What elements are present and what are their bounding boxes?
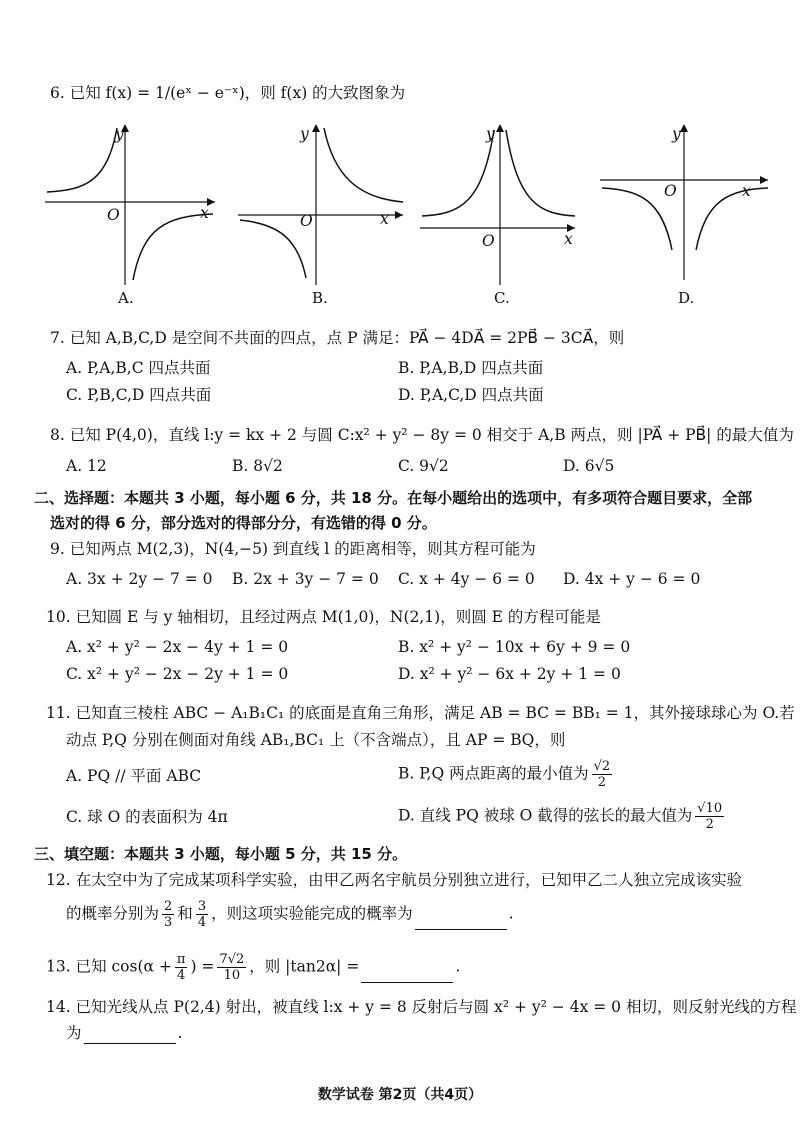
q13-text-mid: ) =	[190, 957, 215, 976]
fraction-num: 7√2	[219, 952, 245, 967]
section-3-heading: 三、填空题：本题共 3 小题，每小题 5 分，共 15 分。	[34, 845, 408, 863]
q7-option-b: B. P,A,B,D 四点共面	[398, 359, 544, 377]
origin-label: O	[482, 232, 495, 250]
q11-stem: 11. 已知直三棱柱 ABC − A₁B₁C₁ 的底面是直角三角形，满足 AB = BC = BB₁ = 1，其外接球球心为 O.若	[46, 704, 795, 722]
y-axis-label: y	[300, 125, 309, 143]
origin-label: O	[107, 206, 120, 224]
y-axis-label: y	[486, 125, 495, 143]
y-axis-label: y	[672, 125, 681, 143]
q10-option-d: D. x² + y² − 6x + 2y + 1 = 0	[398, 665, 621, 683]
fraction-num: 2	[164, 899, 173, 914]
fraction-den: 3	[164, 915, 173, 930]
q10-option-b: B. x² + y² − 10x + 6y + 9 = 0	[398, 638, 631, 656]
q8-option-b: B. 8√2	[232, 457, 283, 475]
x-axis-label: x	[742, 182, 751, 200]
section-2-heading-cont: 选对的得 6 分，部分选对的得部分分，有选错的得 0 分。	[50, 514, 437, 532]
graph-option-b	[238, 120, 413, 290]
q10-stem: 10. 已知圆 E 与 y 轴相切，且经过两点 M(1,0)，N(2,1)，则圆 E 的方程可能是	[46, 608, 601, 626]
q11-option-d	[398, 801, 727, 832]
q7-option-d: D. P,A,C,D 四点共面	[398, 386, 544, 404]
answer-blank[interactable]	[84, 1027, 176, 1044]
q11-option-b	[398, 759, 615, 790]
graph-option-c	[420, 120, 585, 290]
fraction-den: 2	[705, 817, 714, 832]
graph-label-c: C.	[494, 289, 510, 307]
q9-option-c: C. x + 4y − 6 = 0	[398, 570, 535, 588]
q13-stem	[46, 952, 460, 983]
fraction-den: 2	[597, 775, 607, 790]
q8-option-c: C. 9√2	[398, 457, 449, 475]
q14-text-pre: 为	[66, 1024, 82, 1042]
q14-stem: 14. 已知光线从点 P(2,4) 射出，被直线 l:x + y = 8 反射后与圆 x² + y² − 4x = 0 相切，则反射光线的方程	[46, 998, 797, 1016]
fraction	[592, 759, 613, 790]
fraction-num: √10	[697, 801, 723, 816]
q7-stem: 7. 已知 A,B,C,D 是空间不共面的四点，点 P 满足：PA⃗ − 4DA⃗ = 2PB⃗ − 3CA⃗，则	[50, 329, 625, 347]
graph-label-b: B.	[312, 289, 328, 307]
q12-text-post: ，则这项实验能完成的概率为	[211, 904, 413, 923]
q11-option-c: C. 球 O 的表面积为 4π	[66, 808, 228, 826]
fraction	[196, 899, 208, 930]
q12-text-pre: 的概率分别为	[66, 904, 160, 923]
fraction-den: 4	[177, 968, 186, 983]
q12-stem: 12. 在太空中为了完成某项科学实验，由甲乙两名宇航员分别独立进行，已知甲乙二人独立完成该实验	[46, 871, 743, 889]
x-axis-label: x	[200, 204, 209, 222]
q13-text-pre: 13. 已知 cos(α +	[46, 957, 172, 976]
q12-text-end: .	[508, 904, 514, 923]
q10-option-c: C. x² + y² − 2x − 2y + 1 = 0	[66, 665, 289, 683]
q14-stem-cont	[66, 1022, 182, 1044]
q8-option-a: A. 12	[66, 457, 107, 475]
x-axis-label: x	[564, 230, 573, 248]
q13-text-end: .	[455, 957, 461, 976]
fraction	[217, 952, 246, 983]
q6-stem: 6. 已知 f(x) = 1/(eˣ − e⁻ˣ)，则 f(x) 的大致图象为	[50, 84, 406, 102]
q10-option-a: A. x² + y² − 2x − 4y + 1 = 0	[66, 638, 289, 656]
q9-option-d: D. 4x + y − 6 = 0	[563, 570, 701, 588]
q12-text-and: 和	[177, 904, 193, 923]
page-footer: 数学试卷 第2页（共4页）	[317, 1087, 483, 1103]
q9-stem: 9. 已知两点 M(2,3)，N(4,−5) 到直线 l 的距离相等，则其方程可能为	[50, 540, 536, 558]
fraction-den: 4	[197, 915, 207, 930]
q14-text-end: .	[177, 1024, 183, 1042]
q8-stem: 8. 已知 P(4,0)，直线 l:y = kx + 2 与圆 C:x² + y² − 8y = 0 相交于 A,B 两点，则 |PA⃗ + PB⃗| 的最大值为	[50, 426, 794, 444]
q13-text-post: ，则 |tan2α| =	[249, 957, 360, 976]
q8-option-d: D. 6√5	[563, 457, 615, 475]
answer-blank[interactable]	[361, 966, 453, 983]
graph-option-a	[45, 120, 220, 290]
q9-option-b: B. 2x + 3y − 7 = 0	[232, 570, 379, 588]
q11-option-a: A. PQ // 平面 ABC	[66, 767, 202, 785]
origin-label: O	[300, 212, 313, 230]
fraction-num: 3	[197, 899, 207, 914]
graph-option-d	[600, 120, 775, 290]
y-axis-label: y	[115, 125, 124, 143]
fraction-num: π	[176, 952, 186, 967]
q9-option-a: A. 3x + 2y − 7 = 0	[66, 570, 213, 588]
section-2-heading: 二、选择题：本题共 3 小题，每小题 6 分，共 18 分。在每小题给出的选项中，有多项符合题目要求，全部	[34, 489, 753, 507]
q12-stem-cont	[66, 899, 514, 930]
fraction	[162, 899, 174, 930]
q11-option-d-text: D. 直线 PQ 被球 O 截得的弦长的最大值为	[398, 806, 693, 825]
fraction	[695, 801, 724, 832]
graph-label-d: D.	[678, 289, 695, 307]
x-axis-label: x	[380, 210, 389, 228]
origin-label: O	[664, 182, 677, 200]
q11-option-b-text: B. P,Q 两点距离的最小值为	[398, 764, 589, 783]
graph-label-a: A.	[118, 289, 134, 307]
answer-blank[interactable]	[415, 913, 507, 930]
fraction	[175, 952, 188, 983]
q7-option-a: A. P,A,B,C 四点共面	[66, 359, 211, 377]
fraction-num: √2	[593, 759, 611, 774]
q11-stem-cont: 动点 P,Q 分别在侧面对角线 AB₁,BC₁ 上（不含端点），且 AP = BQ，则	[66, 731, 566, 749]
fraction-den: 10	[223, 968, 241, 983]
q7-option-c: C. P,B,C,D 四点共面	[66, 386, 212, 404]
